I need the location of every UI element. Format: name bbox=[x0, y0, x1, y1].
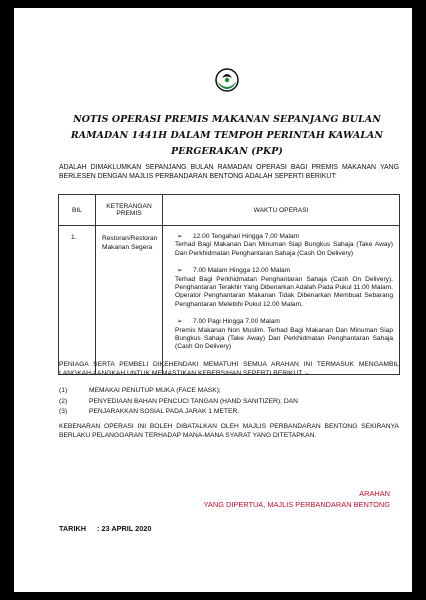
council-logo bbox=[213, 66, 241, 94]
date-line bbox=[59, 524, 151, 533]
time-slot bbox=[175, 233, 393, 258]
time-slot bbox=[175, 267, 393, 309]
list-item: (2) PENYEDIAAN BAHAN PENCUCI TANGAN (HAND SANITIZER); DAN bbox=[59, 397, 298, 405]
slot-text: Terhad Bagi Perkhidmatan Penghantaran Sahaja (Cash On Delivery). Penghantaran Terakhir Yang Dibenarkan Adalah Pada Pukul 11.00 Malam. Operator Penghantaran Makanan Tidak Dibenarkan Membuat Sebarang Penghantaran Melebihi Pukul 12.00 Malam. bbox=[175, 275, 393, 308]
hygiene-list bbox=[59, 386, 399, 418]
cell-keterangan: Restoran/Restoran Makanan Segera bbox=[96, 226, 163, 375]
time-slot bbox=[175, 318, 393, 352]
signature-block bbox=[150, 488, 390, 510]
slot-time: 7.00 Malam Hingga 12.00 Malam bbox=[193, 267, 291, 275]
cell-bil: 1. bbox=[59, 226, 96, 375]
notice-page bbox=[14, 8, 412, 592]
table-header-row bbox=[59, 195, 400, 226]
sign-line-1: ARAHAN bbox=[359, 489, 390, 498]
slot-text: Terhad Bagi Makanan Dan Minuman Siap Bungkus Sahaja (Take Away) Dan Perkhidmatan Penghantaran Sahaja (Cash On Delivery) bbox=[175, 241, 393, 257]
slot-time: 7.00 Pagi Hingga 7.00 Malam bbox=[193, 318, 280, 326]
operations-table bbox=[58, 194, 400, 375]
notice-title: NOTIS OPERASI PREMIS MAKANAN SEPANJANG BULAN RAMADAN 1441H DALAM TEMPOH PERINTAH KAWALAN PERGERAKAN (PKP) bbox=[70, 114, 384, 157]
date-value: : 23 APRIL 2020 bbox=[97, 524, 152, 533]
header-bil: BIL bbox=[59, 195, 96, 226]
list-item: (1) MEMAKAI PENUTUP MUKA (FACE MASK); bbox=[59, 387, 221, 394]
sign-line-2: YANG DIPERTUA, MAJLIS PERBANDARAN BENTONG bbox=[203, 500, 390, 509]
slot-text: Premis Makanan Non Muslim. Terhad Bagi Makanan Dan Minuman Siap Bungkus Sahaja (Take Away) Dan Perkhidmatan Penghantaran Sahaja (Cash On Delivery) bbox=[175, 326, 393, 351]
header-keterangan: KETERANGAN PREMIS bbox=[96, 195, 163, 226]
table-row bbox=[59, 226, 400, 375]
cancellation-paragraph: KEBENARAN OPERASI INI BOLEH DIBATALKAN OLEH MAJLIS PERBANDARAN BENTONG SEKIRANYA BERLAKU PELANGGARAN TERHADAP MANA-MANA SYARAT YANG DITETAPKAN. bbox=[59, 423, 399, 439]
cell-waktu bbox=[163, 226, 400, 375]
slot-time: 12.00 Tengahari Hingga 7.00 Malam bbox=[193, 233, 300, 240]
date-label: TARIKH bbox=[59, 524, 87, 533]
arrow-bullet-icon: ➢ bbox=[177, 267, 183, 275]
arrow-bullet-icon: ➢ bbox=[177, 318, 183, 326]
intro-paragraph: ADALAH DIMAKLUMKAN SEPANJANG BULAN RAMADAN OPERASI BAGI PREMIS MAKANAN YANG BERLESEN DENGAN MAJLIS PERBANDARAN BENTONG ADALAH SEPERTI BERIKUT: bbox=[59, 164, 399, 180]
list-item: (3) PENJARAKKAN SOSIAL PADA JARAK 1 METER. bbox=[59, 408, 240, 415]
header-waktu: WAKTU OPERASI bbox=[163, 195, 400, 226]
arrow-bullet-icon: ➢ bbox=[177, 233, 183, 240]
compliance-paragraph: PENIAGA SERTA PEMBELI DIKEHENDAKI MEMATUHI SEMUA ARAHAN INI TERMASUK MENGAMBIL LANGKAH-LANGKAH UNTUK MEMASTIKAN KEBERSIHAN SEPERTI BERIKUT :- bbox=[59, 361, 399, 377]
